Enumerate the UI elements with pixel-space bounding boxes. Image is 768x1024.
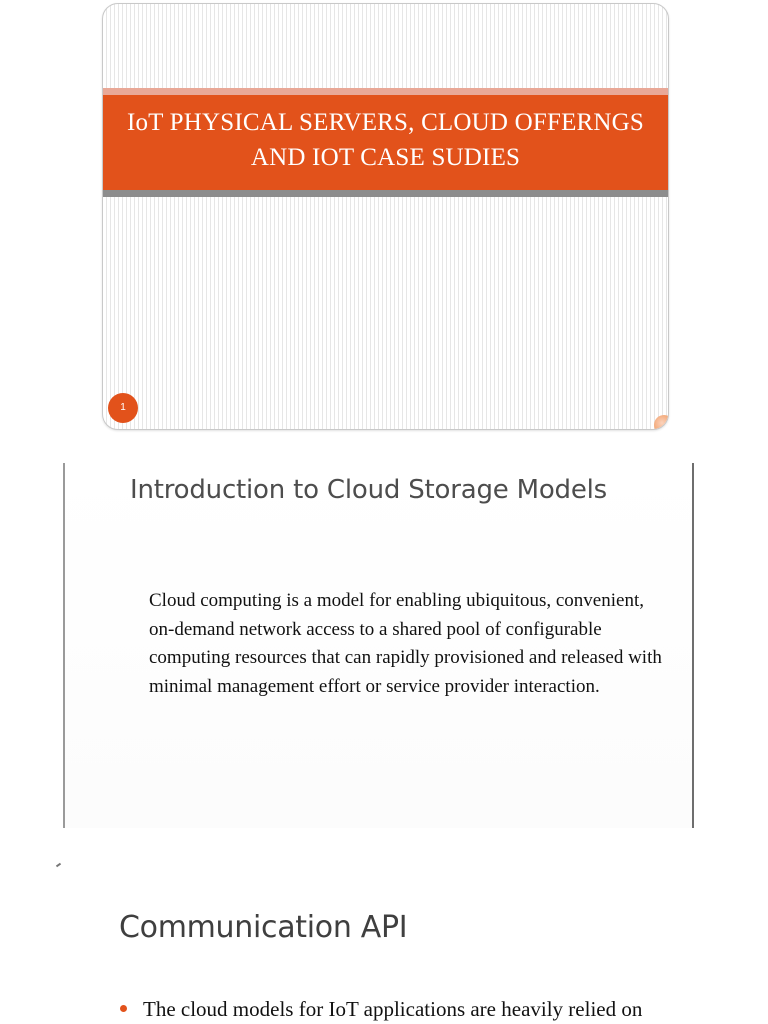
bullet-dot-icon bbox=[120, 1005, 127, 1012]
slide-title: IoT PHYSICAL SERVERS, CLOUD OFFERNGS AND IOT CASE SUDIES bbox=[126, 108, 645, 171]
page-curl-decoration bbox=[654, 415, 669, 430]
slide-number-badge: 1 bbox=[108, 393, 138, 423]
title-band-bottom-stripe bbox=[103, 190, 668, 197]
intro-slide bbox=[63, 463, 694, 828]
bullet-text: The cloud models for IoT applications are heavily relied on bbox=[143, 997, 643, 1021]
communication-api-heading: Communication API bbox=[119, 910, 408, 945]
title-slide bbox=[102, 3, 669, 430]
intro-slide-heading: Introduction to Cloud Storage Models bbox=[130, 475, 608, 505]
slide-corner-mark bbox=[56, 863, 61, 868]
communication-api-slide bbox=[0, 880, 768, 1024]
title-band bbox=[103, 95, 668, 190]
intro-slide-body: Cloud computing is a model for enabling ubiquitous, convenient, on-demand network access to a shared pool of configurable computing resources that can rapidly provisioned and released with minimal management effort or service provider interaction. bbox=[149, 590, 662, 697]
bullet-list-item bbox=[120, 997, 642, 1022]
title-band-top-stripe bbox=[103, 88, 668, 95]
